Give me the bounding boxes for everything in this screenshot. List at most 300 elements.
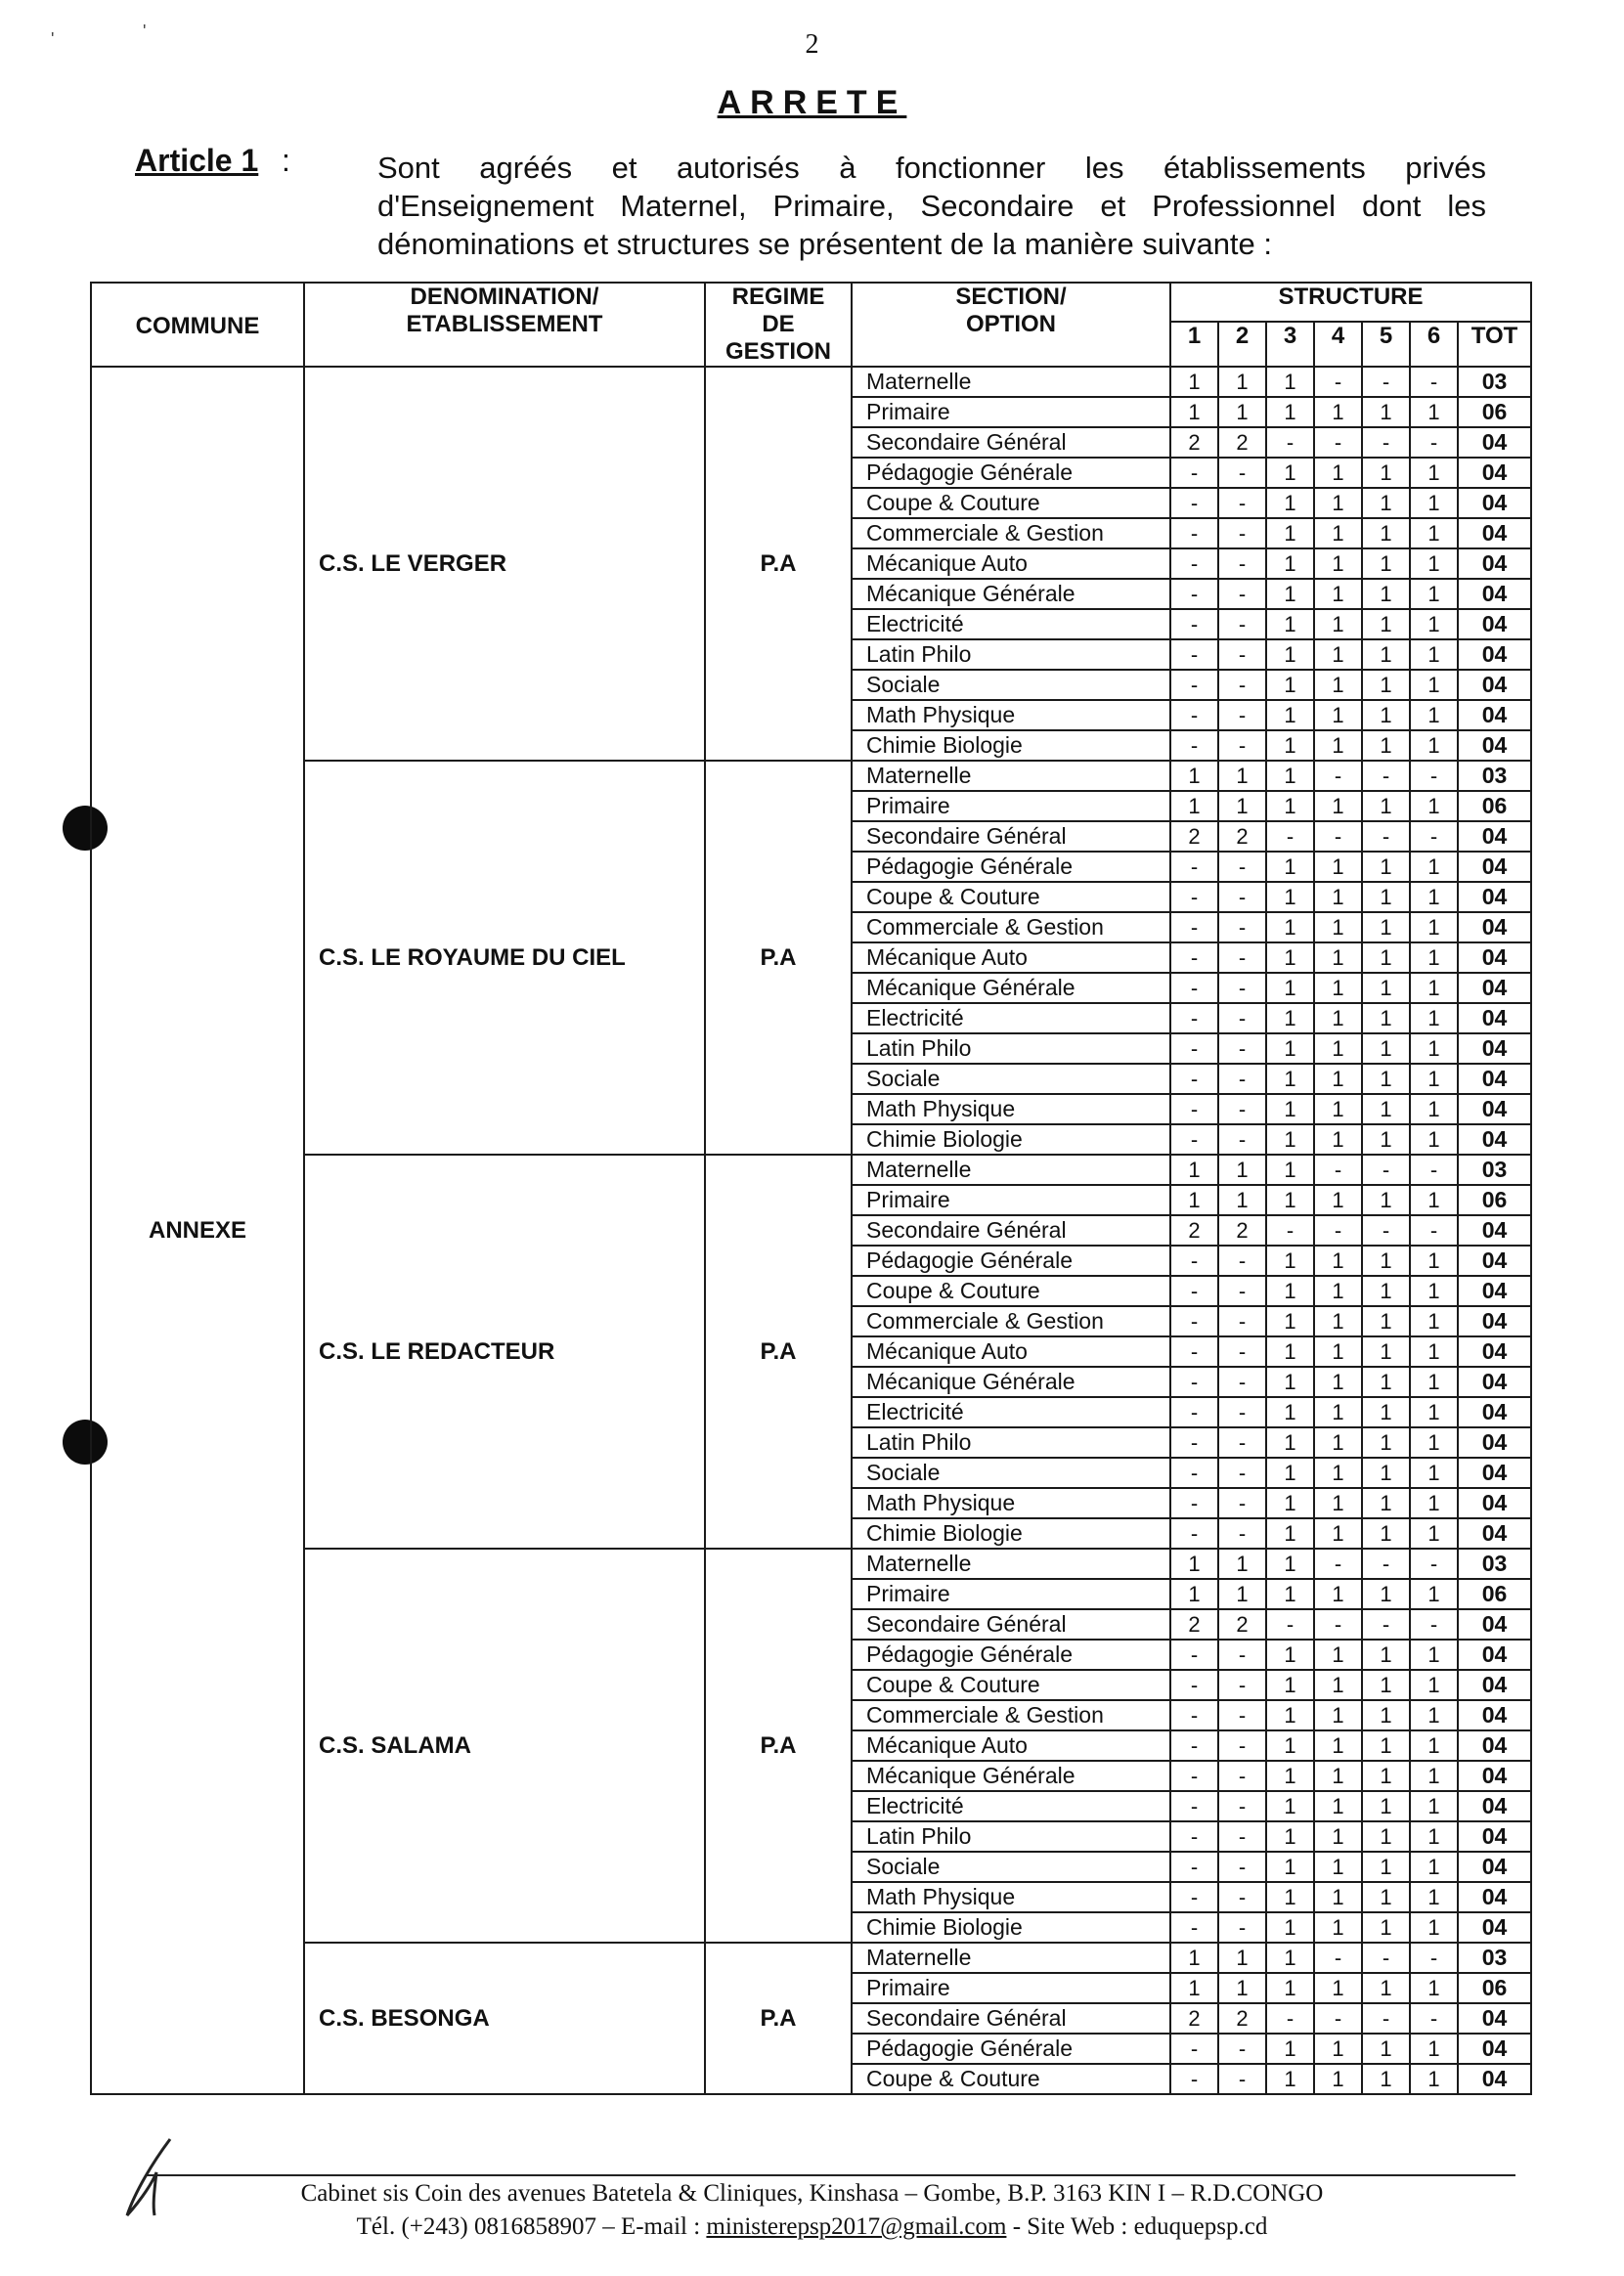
structure-cell-4: 1 bbox=[1314, 882, 1362, 912]
option-cell: Math Physique bbox=[852, 1094, 1170, 1124]
option-cell: Coupe & Couture bbox=[852, 2064, 1170, 2094]
structure-cell-2: - bbox=[1218, 458, 1266, 488]
header-col-4: 4 bbox=[1314, 322, 1362, 367]
structure-cell-1: - bbox=[1170, 579, 1218, 609]
article-text bbox=[377, 149, 1486, 263]
structure-cell-6: 1 bbox=[1410, 1003, 1458, 1033]
structure-cell-1: - bbox=[1170, 1640, 1218, 1670]
structure-cell-2: - bbox=[1218, 1518, 1266, 1549]
structure-cell-2: - bbox=[1218, 2034, 1266, 2064]
structure-cell-2: - bbox=[1218, 1246, 1266, 1276]
option-cell: Mécanique Auto bbox=[852, 1730, 1170, 1761]
structure-cell-2: - bbox=[1218, 1124, 1266, 1155]
option-cell: Coupe & Couture bbox=[852, 1276, 1170, 1306]
structure-cell-4: 1 bbox=[1314, 1670, 1362, 1700]
structure-cell-3: - bbox=[1266, 2003, 1314, 2034]
structure-cell-1: - bbox=[1170, 1124, 1218, 1155]
structure-cell-5: 1 bbox=[1362, 1033, 1410, 1064]
structure-cell-1: - bbox=[1170, 1276, 1218, 1306]
scan-mark: ' bbox=[143, 22, 147, 41]
structure-cell-3: 1 bbox=[1266, 1458, 1314, 1488]
total-cell: 04 bbox=[1458, 2003, 1531, 2034]
structure-cell-4: 1 bbox=[1314, 1185, 1362, 1215]
structure-cell-5: 1 bbox=[1362, 1821, 1410, 1852]
structure-cell-2: - bbox=[1218, 852, 1266, 882]
structure-cell-5: 1 bbox=[1362, 1064, 1410, 1094]
structure-cell-4: 1 bbox=[1314, 1761, 1362, 1791]
option-cell: Commerciale & Gestion bbox=[852, 518, 1170, 548]
structure-cell-6: 1 bbox=[1410, 791, 1458, 821]
structure-cell-3: 1 bbox=[1266, 488, 1314, 518]
structure-cell-2: 1 bbox=[1218, 367, 1266, 397]
document-title: ARRETE bbox=[717, 84, 907, 121]
structure-cell-3: 1 bbox=[1266, 1882, 1314, 1912]
option-cell: Secondaire Général bbox=[852, 1609, 1170, 1640]
structure-cell-1: - bbox=[1170, 730, 1218, 761]
structure-cell-4: - bbox=[1314, 1215, 1362, 1246]
structure-cell-1: - bbox=[1170, 2064, 1218, 2094]
structure-cell-4: 1 bbox=[1314, 548, 1362, 579]
total-cell: 04 bbox=[1458, 1367, 1531, 1397]
structure-cell-5: 1 bbox=[1362, 1761, 1410, 1791]
footer-email-link[interactable]: ministerepsp2017@gmail.com bbox=[706, 2213, 1007, 2240]
structure-cell-2: - bbox=[1218, 1094, 1266, 1124]
structure-cell-4: 1 bbox=[1314, 700, 1362, 730]
structure-cell-4: 1 bbox=[1314, 1973, 1362, 2003]
structure-cell-1: - bbox=[1170, 1912, 1218, 1943]
structure-cell-4: 1 bbox=[1314, 791, 1362, 821]
structure-cell-1: 2 bbox=[1170, 2003, 1218, 2034]
structure-cell-1: 2 bbox=[1170, 821, 1218, 852]
total-cell: 04 bbox=[1458, 942, 1531, 973]
option-cell: Maternelle bbox=[852, 367, 1170, 397]
total-cell: 04 bbox=[1458, 1306, 1531, 1336]
total-cell: 04 bbox=[1458, 579, 1531, 609]
total-cell: 04 bbox=[1458, 1246, 1531, 1276]
structure-cell-4: 1 bbox=[1314, 488, 1362, 518]
structure-cell-1: - bbox=[1170, 1336, 1218, 1367]
header-section: SECTION/ OPTION bbox=[852, 283, 1170, 367]
option-cell: Commerciale & Gestion bbox=[852, 1306, 1170, 1336]
structure-cell-6: 1 bbox=[1410, 579, 1458, 609]
structure-cell-2: - bbox=[1218, 1276, 1266, 1306]
structure-cell-3: 1 bbox=[1266, 1246, 1314, 1276]
structure-cell-5: 1 bbox=[1362, 1791, 1410, 1821]
structure-cell-1: - bbox=[1170, 1033, 1218, 1064]
structure-cell-5: - bbox=[1362, 1215, 1410, 1246]
structure-cell-3: 1 bbox=[1266, 639, 1314, 670]
option-cell: Chimie Biologie bbox=[852, 1124, 1170, 1155]
article-line: d'Enseignement Maternel, Primaire, Secondaire et Professionnel dont les bbox=[377, 189, 1486, 223]
structure-cell-6: - bbox=[1410, 1549, 1458, 1579]
total-cell: 04 bbox=[1458, 1852, 1531, 1882]
school-name: C.S. LE ROYAUME DU CIEL bbox=[304, 761, 705, 1155]
structure-cell-5: 1 bbox=[1362, 458, 1410, 488]
structure-cell-2: - bbox=[1218, 1821, 1266, 1852]
structure-cell-2: - bbox=[1218, 518, 1266, 548]
commune-cell: ANNEXE bbox=[91, 367, 304, 2094]
total-cell: 04 bbox=[1458, 548, 1531, 579]
total-cell: 04 bbox=[1458, 609, 1531, 639]
structure-cell-5: 1 bbox=[1362, 1730, 1410, 1761]
structure-cell-4: - bbox=[1314, 427, 1362, 458]
option-cell: Math Physique bbox=[852, 1882, 1170, 1912]
total-cell: 04 bbox=[1458, 1609, 1531, 1640]
total-cell: 04 bbox=[1458, 700, 1531, 730]
structure-cell-3: 1 bbox=[1266, 1155, 1314, 1185]
structure-cell-1: - bbox=[1170, 1306, 1218, 1336]
structure-cell-2: - bbox=[1218, 1882, 1266, 1912]
structure-cell-4: 1 bbox=[1314, 942, 1362, 973]
structure-cell-2: 2 bbox=[1218, 1215, 1266, 1246]
structure-cell-6: - bbox=[1410, 367, 1458, 397]
scan-mark: ' bbox=[51, 29, 55, 49]
structure-cell-1: 1 bbox=[1170, 1155, 1218, 1185]
structure-cell-4: 1 bbox=[1314, 1912, 1362, 1943]
structure-cell-3: 1 bbox=[1266, 518, 1314, 548]
structure-cell-2: - bbox=[1218, 1791, 1266, 1821]
footer-rule bbox=[147, 2174, 1515, 2176]
total-cell: 04 bbox=[1458, 1670, 1531, 1700]
structure-cell-5: 1 bbox=[1362, 1276, 1410, 1306]
structure-cell-2: 2 bbox=[1218, 2003, 1266, 2034]
structure-cell-1: 1 bbox=[1170, 1579, 1218, 1609]
option-cell: Maternelle bbox=[852, 761, 1170, 791]
option-cell: Mécanique Générale bbox=[852, 1367, 1170, 1397]
structure-cell-4: 1 bbox=[1314, 1852, 1362, 1882]
total-cell: 04 bbox=[1458, 1064, 1531, 1094]
structure-cell-3: 1 bbox=[1266, 1670, 1314, 1700]
structure-cell-4: 1 bbox=[1314, 2064, 1362, 2094]
article-label: Article 1 bbox=[135, 143, 259, 178]
structure-cell-4: 1 bbox=[1314, 1821, 1362, 1852]
structure-cell-1: 1 bbox=[1170, 367, 1218, 397]
option-cell: Pédagogie Générale bbox=[852, 852, 1170, 882]
structure-cell-6: 1 bbox=[1410, 1882, 1458, 1912]
structure-cell-1: - bbox=[1170, 882, 1218, 912]
structure-cell-2: - bbox=[1218, 942, 1266, 973]
header-regime: REGIME DE GESTION bbox=[705, 283, 852, 367]
option-cell: Math Physique bbox=[852, 700, 1170, 730]
structure-cell-2: - bbox=[1218, 579, 1266, 609]
structure-cell-2: 1 bbox=[1218, 397, 1266, 427]
structure-cell-4: 1 bbox=[1314, 1791, 1362, 1821]
structure-cell-3: 1 bbox=[1266, 761, 1314, 791]
header-col-6: 6 bbox=[1410, 322, 1458, 367]
structure-cell-2: - bbox=[1218, 488, 1266, 518]
structure-cell-4: 1 bbox=[1314, 639, 1362, 670]
structure-cell-6: 1 bbox=[1410, 1458, 1458, 1488]
structure-cell-4: - bbox=[1314, 761, 1362, 791]
structure-cell-4: 1 bbox=[1314, 1094, 1362, 1124]
structure-cell-5: - bbox=[1362, 427, 1410, 458]
structure-cell-5: - bbox=[1362, 821, 1410, 852]
table-row bbox=[91, 1943, 1531, 1973]
structure-cell-4: - bbox=[1314, 1155, 1362, 1185]
structure-cell-5: 1 bbox=[1362, 1306, 1410, 1336]
structure-cell-3: 1 bbox=[1266, 670, 1314, 700]
structure-cell-6: 1 bbox=[1410, 942, 1458, 973]
school-name: C.S. BESONGA bbox=[304, 1943, 705, 2094]
structure-cell-1: - bbox=[1170, 1730, 1218, 1761]
table-body bbox=[91, 367, 1531, 2094]
total-cell: 04 bbox=[1458, 518, 1531, 548]
structure-cell-6: 1 bbox=[1410, 882, 1458, 912]
structure-cell-5: 1 bbox=[1362, 1973, 1410, 2003]
structure-cell-6: 1 bbox=[1410, 1852, 1458, 1882]
total-cell: 03 bbox=[1458, 761, 1531, 791]
footer-phone: Tél. (+243) 0816858907 – E-mail : bbox=[356, 2213, 707, 2240]
structure-cell-5: 1 bbox=[1362, 1185, 1410, 1215]
option-cell: Mécanique Générale bbox=[852, 1761, 1170, 1791]
structure-cell-3: 1 bbox=[1266, 1427, 1314, 1458]
structure-cell-1: 1 bbox=[1170, 1185, 1218, 1215]
option-cell: Latin Philo bbox=[852, 639, 1170, 670]
regime-cell: P.A bbox=[705, 761, 852, 1155]
structure-cell-4: - bbox=[1314, 367, 1362, 397]
option-cell: Pédagogie Générale bbox=[852, 1246, 1170, 1276]
total-cell: 04 bbox=[1458, 2034, 1531, 2064]
structure-cell-4: 1 bbox=[1314, 1367, 1362, 1397]
structure-cell-3: 1 bbox=[1266, 973, 1314, 1003]
structure-cell-3: 1 bbox=[1266, 942, 1314, 973]
total-cell: 04 bbox=[1458, 1730, 1531, 1761]
structure-cell-4: 1 bbox=[1314, 518, 1362, 548]
regime-cell: P.A bbox=[705, 1155, 852, 1549]
structure-cell-2: - bbox=[1218, 1852, 1266, 1882]
structure-cell-1: - bbox=[1170, 1397, 1218, 1427]
option-cell: Mécanique Auto bbox=[852, 942, 1170, 973]
structure-cell-2: 1 bbox=[1218, 1549, 1266, 1579]
structure-cell-4: 1 bbox=[1314, 1579, 1362, 1609]
option-cell: Latin Philo bbox=[852, 1033, 1170, 1064]
structure-cell-4: - bbox=[1314, 1609, 1362, 1640]
structure-cell-5: 1 bbox=[1362, 1488, 1410, 1518]
structure-cell-1: 2 bbox=[1170, 427, 1218, 458]
article-line: dénominations et structures se présentent de la manière suivante : bbox=[377, 227, 1273, 261]
structure-cell-1: - bbox=[1170, 1791, 1218, 1821]
structure-cell-1: 2 bbox=[1170, 1609, 1218, 1640]
structure-cell-5: 1 bbox=[1362, 2034, 1410, 2064]
structure-cell-3: 1 bbox=[1266, 852, 1314, 882]
total-cell: 04 bbox=[1458, 882, 1531, 912]
structure-cell-5: 1 bbox=[1362, 1700, 1410, 1730]
option-cell: Pédagogie Générale bbox=[852, 2034, 1170, 2064]
header-col-1: 1 bbox=[1170, 322, 1218, 367]
structure-cell-3: 1 bbox=[1266, 2064, 1314, 2094]
total-cell: 04 bbox=[1458, 852, 1531, 882]
structure-cell-5: 1 bbox=[1362, 1336, 1410, 1367]
structure-cell-5: 1 bbox=[1362, 488, 1410, 518]
option-cell: Secondaire Général bbox=[852, 821, 1170, 852]
structure-cell-3: 1 bbox=[1266, 1094, 1314, 1124]
footer-address: Cabinet sis Coin des avenues Batetela & Cliniques, Kinshasa – Gombe, B.P. 3163 KIN I – R.D.CONGO bbox=[300, 2180, 1324, 2207]
structure-cell-5: 1 bbox=[1362, 1852, 1410, 1882]
structure-cell-2: 1 bbox=[1218, 1943, 1266, 1973]
structure-cell-4: 1 bbox=[1314, 1458, 1362, 1488]
structure-cell-4: 1 bbox=[1314, 1003, 1362, 1033]
structure-cell-1: - bbox=[1170, 1700, 1218, 1730]
total-cell: 04 bbox=[1458, 2064, 1531, 2094]
structure-cell-3: 1 bbox=[1266, 1730, 1314, 1761]
structure-cell-5: 1 bbox=[1362, 1367, 1410, 1397]
structure-cell-5: 1 bbox=[1362, 518, 1410, 548]
structure-cell-1: - bbox=[1170, 912, 1218, 942]
structure-cell-3: - bbox=[1266, 1215, 1314, 1246]
total-cell: 04 bbox=[1458, 1276, 1531, 1306]
total-cell: 06 bbox=[1458, 791, 1531, 821]
structure-cell-3: 1 bbox=[1266, 1276, 1314, 1306]
structure-cell-4: 1 bbox=[1314, 1033, 1362, 1064]
structure-cell-3: 1 bbox=[1266, 548, 1314, 579]
structure-cell-2: - bbox=[1218, 1336, 1266, 1367]
total-cell: 03 bbox=[1458, 1155, 1531, 1185]
structure-cell-6: 1 bbox=[1410, 1791, 1458, 1821]
regime-cell: P.A bbox=[705, 1549, 852, 1943]
structure-cell-6: 1 bbox=[1410, 1185, 1458, 1215]
structure-cell-6: - bbox=[1410, 2003, 1458, 2034]
structure-cell-5: 1 bbox=[1362, 1458, 1410, 1488]
total-cell: 04 bbox=[1458, 1518, 1531, 1549]
structure-cell-6: 1 bbox=[1410, 700, 1458, 730]
total-cell: 04 bbox=[1458, 821, 1531, 852]
option-cell: Coupe & Couture bbox=[852, 1670, 1170, 1700]
school-name: C.S. LE REDACTEUR bbox=[304, 1155, 705, 1549]
total-cell: 04 bbox=[1458, 1094, 1531, 1124]
structure-cell-1: - bbox=[1170, 700, 1218, 730]
structure-cell-1: - bbox=[1170, 1064, 1218, 1094]
structure-cell-3: 1 bbox=[1266, 579, 1314, 609]
structure-cell-5: 1 bbox=[1362, 1640, 1410, 1670]
structure-cell-1: - bbox=[1170, 1246, 1218, 1276]
structure-cell-1: 1 bbox=[1170, 761, 1218, 791]
structure-cell-2: - bbox=[1218, 1730, 1266, 1761]
structure-cell-6: - bbox=[1410, 1215, 1458, 1246]
structure-cell-3: 1 bbox=[1266, 1549, 1314, 1579]
structure-cell-2: 1 bbox=[1218, 791, 1266, 821]
structure-cell-2: - bbox=[1218, 548, 1266, 579]
structure-cell-3: 1 bbox=[1266, 1821, 1314, 1852]
structure-cell-3: 1 bbox=[1266, 1943, 1314, 1973]
structure-cell-3: 1 bbox=[1266, 367, 1314, 397]
table-row bbox=[91, 761, 1531, 791]
header-denomination: DENOMINATION/ ETABLISSEMENT bbox=[304, 283, 705, 367]
structure-cell-2: - bbox=[1218, 1458, 1266, 1488]
total-cell: 04 bbox=[1458, 1791, 1531, 1821]
structure-cell-6: 1 bbox=[1410, 2064, 1458, 2094]
structure-cell-3: 1 bbox=[1266, 1640, 1314, 1670]
structure-cell-1: - bbox=[1170, 1367, 1218, 1397]
structure-cell-2: 1 bbox=[1218, 1185, 1266, 1215]
structure-cell-3: 1 bbox=[1266, 1700, 1314, 1730]
structure-cell-4: 1 bbox=[1314, 1276, 1362, 1306]
header-col-2: 2 bbox=[1218, 322, 1266, 367]
header-structure: STRUCTURE bbox=[1170, 283, 1531, 322]
structure-cell-1: - bbox=[1170, 1670, 1218, 1700]
structure-cell-5: 1 bbox=[1362, 791, 1410, 821]
structure-cell-3: - bbox=[1266, 821, 1314, 852]
option-cell: Secondaire Général bbox=[852, 427, 1170, 458]
structure-cell-2: - bbox=[1218, 639, 1266, 670]
structure-cell-1: - bbox=[1170, 1821, 1218, 1852]
option-cell: Pédagogie Générale bbox=[852, 458, 1170, 488]
structure-cell-3: 1 bbox=[1266, 1852, 1314, 1882]
structure-cell-4: 1 bbox=[1314, 1124, 1362, 1155]
structure-cell-5: - bbox=[1362, 2003, 1410, 2034]
structure-cell-5: 1 bbox=[1362, 1579, 1410, 1609]
total-cell: 04 bbox=[1458, 1336, 1531, 1367]
total-cell: 04 bbox=[1458, 1003, 1531, 1033]
structure-cell-4: - bbox=[1314, 1943, 1362, 1973]
structure-cell-2: - bbox=[1218, 1306, 1266, 1336]
structure-cell-1: - bbox=[1170, 1882, 1218, 1912]
option-cell: Chimie Biologie bbox=[852, 1912, 1170, 1943]
structure-cell-3: 1 bbox=[1266, 1003, 1314, 1033]
structure-cell-5: - bbox=[1362, 1155, 1410, 1185]
structure-cell-5: - bbox=[1362, 367, 1410, 397]
total-cell: 04 bbox=[1458, 1124, 1531, 1155]
option-cell: Commerciale & Gestion bbox=[852, 912, 1170, 942]
option-cell: Mécanique Générale bbox=[852, 973, 1170, 1003]
structure-cell-6: 1 bbox=[1410, 518, 1458, 548]
total-cell: 04 bbox=[1458, 973, 1531, 1003]
structure-cell-5: 1 bbox=[1362, 1003, 1410, 1033]
article-colon: : bbox=[282, 143, 290, 178]
structure-cell-2: - bbox=[1218, 730, 1266, 761]
structure-cell-5: 1 bbox=[1362, 2064, 1410, 2094]
structure-cell-6: 1 bbox=[1410, 912, 1458, 942]
structure-cell-2: - bbox=[1218, 1640, 1266, 1670]
total-cell: 06 bbox=[1458, 397, 1531, 427]
total-cell: 04 bbox=[1458, 1397, 1531, 1427]
option-cell: Math Physique bbox=[852, 1488, 1170, 1518]
total-cell: 04 bbox=[1458, 1488, 1531, 1518]
structure-cell-5: 1 bbox=[1362, 1882, 1410, 1912]
option-cell: Primaire bbox=[852, 1579, 1170, 1609]
structure-cell-3: 1 bbox=[1266, 1488, 1314, 1518]
structure-cell-1: - bbox=[1170, 1003, 1218, 1033]
regime-cell: P.A bbox=[705, 1943, 852, 2094]
header-commune: COMMUNE bbox=[91, 283, 304, 367]
structure-cell-4: 1 bbox=[1314, 1730, 1362, 1761]
structure-cell-4: 1 bbox=[1314, 609, 1362, 639]
structure-cell-1: - bbox=[1170, 488, 1218, 518]
structure-cell-1: - bbox=[1170, 973, 1218, 1003]
structure-cell-1: 2 bbox=[1170, 1215, 1218, 1246]
structure-cell-4: 1 bbox=[1314, 1064, 1362, 1094]
structure-cell-4: 1 bbox=[1314, 1397, 1362, 1427]
structure-cell-6: 1 bbox=[1410, 458, 1458, 488]
structure-cell-3: - bbox=[1266, 427, 1314, 458]
structure-cell-5: 1 bbox=[1362, 852, 1410, 882]
structure-cell-2: 1 bbox=[1218, 761, 1266, 791]
option-cell: Electricité bbox=[852, 1791, 1170, 1821]
structure-cell-1: 1 bbox=[1170, 1943, 1218, 1973]
option-cell: Sociale bbox=[852, 670, 1170, 700]
structure-cell-5: 1 bbox=[1362, 1518, 1410, 1549]
structure-cell-5: 1 bbox=[1362, 1246, 1410, 1276]
page-number: 2 bbox=[805, 29, 819, 60]
structure-cell-3: 1 bbox=[1266, 1579, 1314, 1609]
structure-cell-6: 1 bbox=[1410, 730, 1458, 761]
structure-cell-4: 1 bbox=[1314, 670, 1362, 700]
structure-cell-3: 1 bbox=[1266, 397, 1314, 427]
structure-cell-4: 1 bbox=[1314, 1882, 1362, 1912]
total-cell: 04 bbox=[1458, 427, 1531, 458]
structure-cell-5: 1 bbox=[1362, 397, 1410, 427]
structure-cell-2: - bbox=[1218, 700, 1266, 730]
structure-cell-4: 1 bbox=[1314, 1640, 1362, 1670]
